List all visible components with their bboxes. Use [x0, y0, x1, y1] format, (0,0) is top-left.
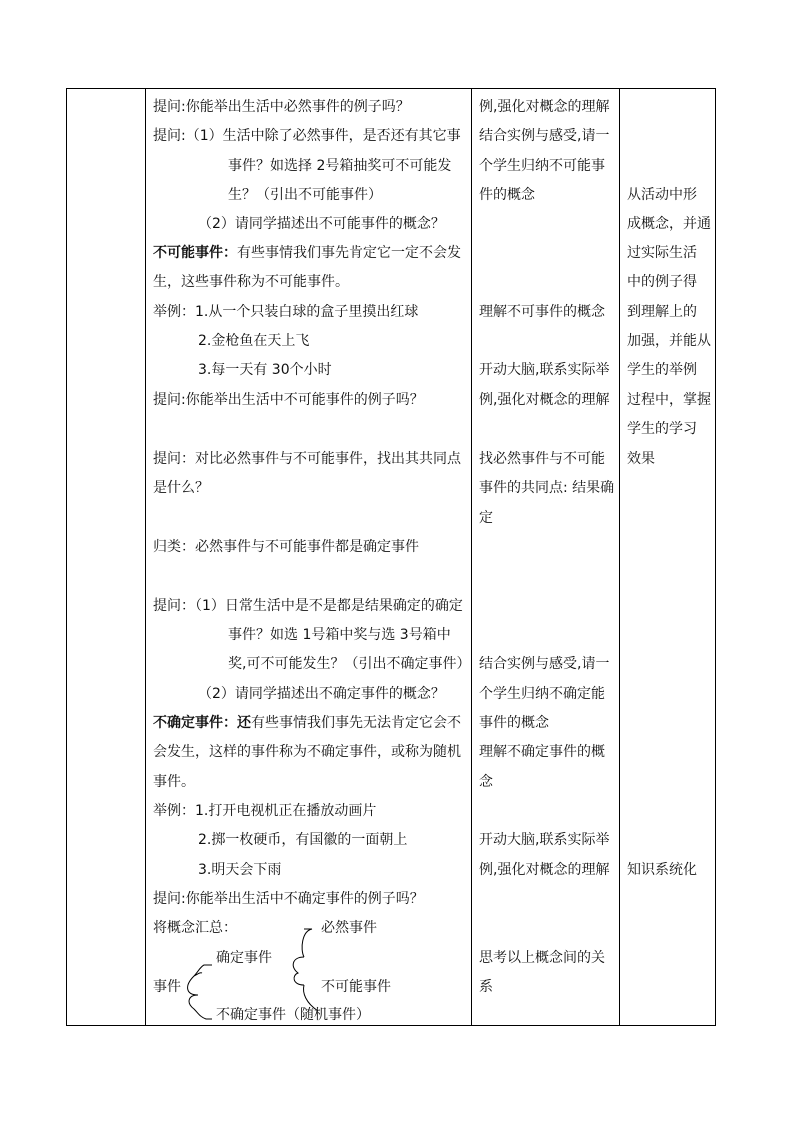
- text-line: 例,强化对概念的理解: [479, 392, 610, 408]
- text-line: 生，这些事件称为不可能事件。: [153, 274, 349, 290]
- text-line: 过实际生活: [627, 245, 697, 261]
- text-line: 3.每一天有 30个小时: [198, 362, 332, 378]
- text-line: 开动大脑,联系实际举: [479, 362, 610, 378]
- text-line: 例,强化对概念的理解: [479, 862, 610, 878]
- bracket-lines: [146, 89, 471, 1027]
- diagram-inevitable: 必然事件: [321, 920, 377, 936]
- student-activity-cell: [472, 89, 619, 1025]
- text-line: 从活动中形: [627, 187, 697, 203]
- text-line: 成概念，并通: [627, 216, 711, 232]
- text-line: 结合实例与感受,请一: [479, 656, 610, 672]
- text-line: 会发生，这样的事件称为不确定事件，或称为随机: [153, 744, 461, 760]
- text-line: 找必然事件与不可能: [479, 451, 605, 467]
- text-line: 3.明天会下雨: [198, 862, 282, 878]
- text-line: 结合实例与感受,请一: [479, 128, 610, 144]
- text-line: 件的概念: [479, 187, 535, 203]
- text-line: 知识系统化: [627, 862, 697, 878]
- text-line: 举例：1.从一个只装白球的盒子里摸出红球: [153, 304, 419, 320]
- lesson-table: [66, 88, 716, 1026]
- term-uncertain: 不确定事件：: [153, 715, 237, 731]
- text-line: 定: [479, 510, 493, 526]
- text-line: 提问:你能举出生活中不可能事件的例子吗？: [153, 392, 424, 408]
- text-line: 思考以上概念间的关: [479, 950, 605, 966]
- text-line: 事件？如选 1号箱中奖与选 3号箱中: [228, 627, 451, 643]
- text-line: 提问：（1）日常生活中是不是都是结果确定的确定: [153, 598, 463, 614]
- teacher-activity-cell: [146, 89, 471, 1025]
- text-line: 2.金枪鱼在天上飞: [198, 333, 310, 349]
- text-line: 理解不确定事件的概: [479, 744, 605, 760]
- text-line: 加强，并能从: [627, 333, 711, 349]
- text-line: 举例：1.打开电视机正在播放动画片: [153, 803, 377, 819]
- text-line: 效果: [627, 451, 655, 467]
- text-line: 过程中，掌握: [627, 392, 711, 408]
- text-line: 念: [479, 774, 493, 790]
- text-line: 事件的概念: [479, 715, 549, 731]
- diagram-root: 事件: [153, 979, 181, 995]
- text-line: 中的例子得: [627, 274, 697, 290]
- text-line: 理解不可事件的概念: [479, 304, 605, 320]
- text-line: 提问:（1）生活中除了必然事件，是否还有其它事: [153, 128, 461, 144]
- text-line: 2.掷一枚硬币，有国徽的一面朝上: [198, 832, 408, 848]
- definition-impossible: 不可能事件：有些事情我们事先肯定它一定不会发: [153, 245, 461, 261]
- text-line: 学生的举例: [627, 362, 697, 378]
- diagram-certain: 确定事件: [216, 950, 272, 966]
- term-impossible: 不可能事件：: [153, 245, 237, 261]
- text-line: 将概念汇总：: [153, 920, 237, 936]
- text-line: 是什么？: [153, 480, 209, 496]
- text-line: 事件。: [153, 774, 195, 790]
- definition-uncertain: 不确定事件：还有些事情我们事先无法肯定它会不: [153, 715, 461, 731]
- text-line: 奖,可不可能发生？（引出不确定事件）: [228, 656, 471, 672]
- text-line: 个学生归纳不确定能: [479, 686, 605, 702]
- text-line: 归类：必然事件与不可能事件都是确定事件: [153, 539, 419, 555]
- stage-cell: [67, 89, 145, 1025]
- text-line: 系: [479, 979, 493, 995]
- text-line: 个学生归纳不可能事: [479, 158, 605, 174]
- text-line: 生？（引出不可能事件）: [228, 187, 382, 203]
- text-line: （2）请同学描述出不可能事件的概念？: [198, 216, 445, 232]
- text-line: 事件？如选择 2号箱抽奖可不可能发: [228, 158, 452, 174]
- text-line: 开动大脑,联系实际举: [479, 832, 610, 848]
- design-intent-cell: [620, 89, 717, 1025]
- text-line: 提问:你能举出生活中不确定事件的例子吗？: [153, 891, 424, 907]
- text-line: 到理解上的: [627, 304, 697, 320]
- diagram-impossible: 不可能事件: [321, 979, 391, 995]
- text-line: 事件的共同点: 结果确: [479, 480, 615, 496]
- text-line: 学生的学习: [627, 421, 697, 437]
- diagram-uncertain: 不确定事件（随机事件）: [216, 1007, 370, 1023]
- text-line: 提问：对比必然事件与不可能事件，找出其共同点: [153, 451, 461, 467]
- text-line: （2）请同学描述出不确定事件的概念？: [198, 686, 445, 702]
- text-line: 提问:你能举出生活中必然事件的例子吗？: [153, 99, 410, 115]
- text-line: 例,强化对概念的理解: [479, 99, 610, 115]
